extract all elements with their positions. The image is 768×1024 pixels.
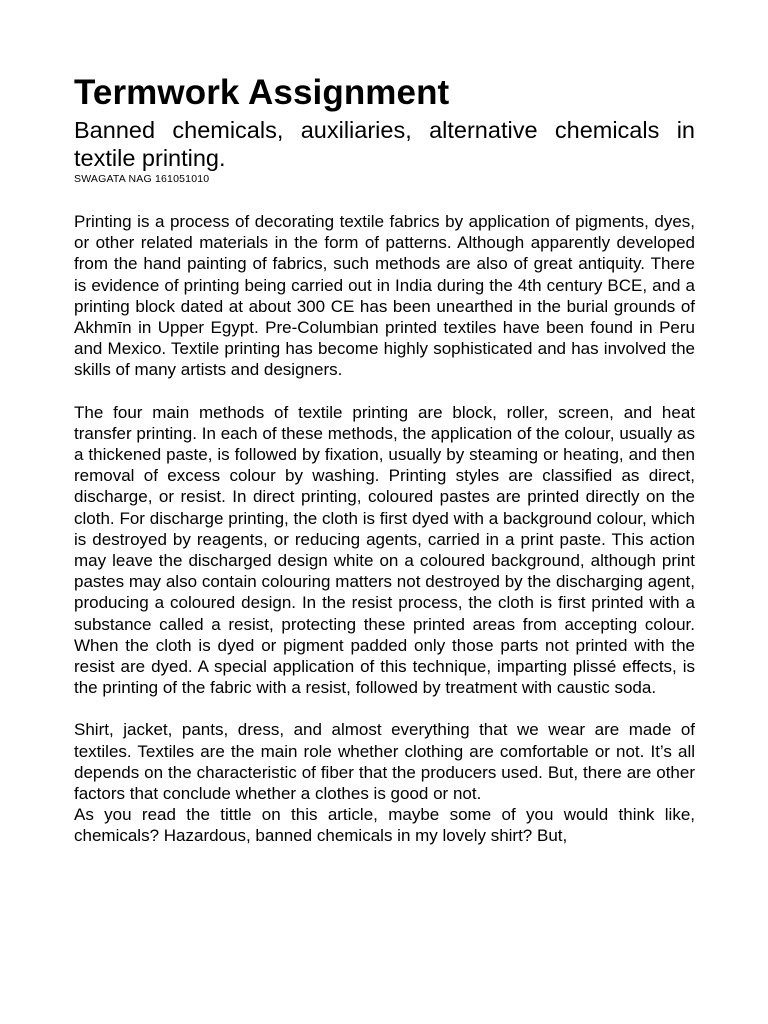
paragraph: Printing is a process of decorating textile fabrics by application of pigments, dyes, or other related materials in the form of patterns. Although apparently developed from the hand painting of fabrics, such methods are also of great antiquity. There is evidence of printing being carried out in India during the 4th century BCE, and a printing block dated at about 300 CE has been unearthed in the burial grounds of Akhmīn in Upper Egypt. Pre-Columbian printed textiles have been found in Peru and Mexico. Textile printing has become highly sophisticated and has involved the skills of many artists and designers. bbox=[74, 212, 695, 380]
document-subtitle: Banned chemicals, auxiliaries, alternative chemicals in textile printing. bbox=[74, 117, 695, 171]
author-line: SWAGATA NAG 161051010 bbox=[74, 173, 210, 185]
body-text bbox=[74, 211, 695, 847]
paragraph: The four main methods of textile printing are block, roller, screen, and heat transfer printing. In each of these methods, the application of the colour, usually as a thickened paste, is followed by fixation, usually by steaming or heating, and then removal of excess colour by washing. Printing styles are classified as direct, discharge, or resist. In direct printing, coloured pastes are printed directly on the cloth. For discharge printing, the cloth is first dyed with a background colour, which is destroyed by reagents, or reducing agents, carried in a print paste. This action may leave the discharged design white on a coloured background, although print pastes may also contain colouring matters not destroyed by the discharging agent, producing a coloured design. In the resist process, the cloth is first printed with a substance called a resist, protecting these printed areas from accepting colour. When the cloth is dyed or pigment padded only those parts not printed with the resist are dyed. A special application of this technique, imparting plissé effects, is the printing of the fabric with a resist, followed by treatment with caustic soda. bbox=[74, 402, 695, 698]
paragraph: As you read the tittle on this article, maybe some of you would think like, chemicals? Hazardous, banned chemicals in my lovely shirt? But, bbox=[74, 805, 695, 846]
document-title: Termwork Assignment bbox=[74, 73, 450, 112]
document-page bbox=[74, 72, 695, 847]
paragraph: Shirt, jacket, pants, dress, and almost everything that we wear are made of textiles. Textiles are the main role whether clothing are comfortable or not. It’s all depends on the characteristic of fiber that the producers used. But, there are other factors that conclude whether a clothes is good or not. bbox=[74, 720, 695, 804]
